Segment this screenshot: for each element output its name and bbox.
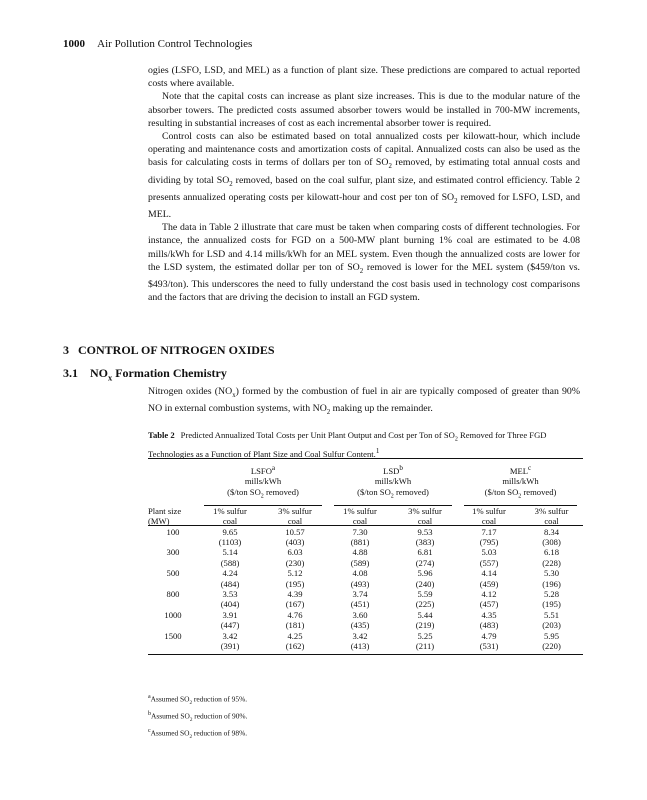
mills-kwh-cell: 4.08 [352,568,368,579]
mills-kwh-cell: 7.17 [481,526,497,537]
mills-kwh-cell: 5.96 [417,568,433,579]
book-title: Air Pollution Control Technologies [97,38,253,50]
cost-table [148,463,583,651]
cost-per-ton-cell: (413) [350,641,370,652]
table-row [148,589,583,599]
paragraph-3: Control costs can also be estimated based on total annualized costs per kilowatt-hour, which include operating and maintenance costs and amortization costs of capital. Annualized costs can also be used as the basis for calculating costs in terms of dollars per ton of $SO_2$ removed, by estimating total annual costs and dividing by total $SO_2$ removed, based on the coal sulfur, plant size, and estimated control efficiency. Table 2 presents annualized operating costs per kilowatt-hour and cost per ton of $SO_2$ removed for LSFO, LSD, and MEL. [148,131,581,220]
cost-per-ton-cell: (230) [285,557,305,568]
cost-per-ton-cell: (220) [542,641,561,652]
mills-kwh-cell: 8.34 [543,526,560,537]
mills-kwh-cell: 5.14 [222,547,238,558]
section-heading: 3 CONTROL OF NITROGEN OXIDES [63,343,275,357]
cost-per-ton-cell: (403) [285,537,305,548]
subsection-heading: 3.1 $NO_x$ Formation Chemistry [63,366,227,383]
table-row [148,579,583,589]
mills-kwh-cell: 5.51 [543,609,560,620]
cost-per-ton-cell: (181) [285,620,305,631]
cost-per-ton-cell: (228) [542,557,561,568]
cost-per-ton-cell: (404) [220,599,240,610]
cost-per-ton-cell: (308) [542,537,561,548]
mills-kwh-cell: 4.12 [481,589,497,600]
mills-kwh-cell: 3.60 [352,609,368,620]
group-lsfo: LSFO$^a$ mills/kWh ($/ton $SO_2$ removed) [198,463,328,506]
cost-per-ton-cell: (1103) [218,537,242,548]
table-row [148,620,583,630]
plant-size-cell: 1500 [164,630,182,641]
cost-per-ton-cell: (447) [220,620,240,631]
mills-kwh-cell: 6.81 [417,547,433,558]
mills-kwh-cell: 3.74 [352,589,368,600]
paragraph-4: The data in Table 2 illustrate that care must be taken when comparing costs of different technologies. For instance, the annualized costs for FGD on a 500-MW plant burning 1% coal are estimated to be 4.08 mills/kWh for LSD and 4.14 mills/kWh for an MEL system. Even though the annualized costs are lower for the LSD system, the estimated dollar per ton of $SO_2$ removed is lower for the MEL system ($459/ton vs. $493/ton). This underscores the need to fully understand the cost basis used in technology cost comparisons and the factors that are driving the decision to install an FGD system. [148,222,580,304]
mills-kwh-cell: 5.28 [543,589,560,600]
paragraph-1: ogies (LSFO, LSD, and MEL) as a function of plant size. These predictions are compared to actual reported costs where available. [148,65,580,90]
cost-per-ton-cell: (459) [479,578,499,589]
table-top-rule [148,458,583,459]
footnote-a: $^a$Assumed $SO_2$ reduction of 95%. [148,694,248,706]
cost-per-ton-cell: (274) [415,557,435,568]
cost-per-ton-cell: (589) [350,557,370,568]
cost-per-ton-cell: (162) [285,641,305,652]
cost-per-ton-cell: (795) [479,537,499,548]
mills-kwh-cell: 5.95 [543,630,560,641]
mills-kwh-cell: 9.53 [417,526,433,537]
body-text [148,64,580,304]
cost-per-ton-cell: (435) [350,620,370,631]
mills-kwh-cell: 5.30 [543,568,560,579]
running-head [63,38,252,50]
mills-kwh-cell: 5.59 [417,589,433,600]
mills-kwh-cell: 3.42 [222,630,238,641]
cost-per-ton-cell: (457) [479,599,499,610]
table-row [148,641,583,651]
mills-kwh-cell: 9.65 [222,526,238,537]
cost-per-ton-cell: (493) [350,578,370,589]
cost-per-ton-cell: (531) [479,641,499,652]
cost-per-ton-cell: (588) [220,557,240,568]
mills-kwh-cell: 5.03 [481,547,497,558]
paragraph-2: Note that the capital costs can increase as plant size increases. This is due to the modular nature of the absorber towers. The predicted costs assumed absorber towers would be installed in 700-MW increments, resulting in substantial increases of cost as each incremental absorber tower is required. [148,91,580,129]
cost-per-ton-cell: (451) [350,599,370,610]
mills-kwh-cell: 5.44 [417,609,433,620]
page-number: 1000 [63,38,85,50]
cost-per-ton-cell: (219) [415,620,435,631]
mills-kwh-cell: 4.24 [222,568,238,579]
mills-kwh-cell: 3.42 [352,630,368,641]
cost-per-ton-cell: (881) [350,537,370,548]
footnote-c: $^c$Assumed $SO_2$ reduction of 98%. [148,727,248,740]
mills-kwh-cell: 4.25 [287,630,303,641]
cost-per-ton-cell: (383) [415,537,435,548]
cost-per-ton-cell: (391) [220,641,240,652]
cost-per-ton-cell: (195) [542,599,561,610]
table-bottom-rule [148,654,583,655]
cost-per-ton-cell: (240) [415,578,435,589]
cost-per-ton-cell: (195) [285,578,305,589]
plant-size-cell: 800 [166,589,180,600]
table-row [148,527,583,537]
footnote-b: $^b$Assumed $SO_2$ reduction of 90%. [148,710,248,723]
mills-kwh-cell: 5.12 [287,568,303,579]
plant-size-cell: 100 [166,526,180,537]
table-row [148,610,583,620]
mills-kwh-cell: 6.03 [287,547,303,558]
mills-kwh-cell: 10.57 [285,526,305,537]
table-header-rule [148,525,583,526]
mills-kwh-cell: 4.88 [352,547,368,558]
cost-per-ton-cell: (167) [285,599,305,610]
table-row [148,537,583,547]
mills-kwh-cell: 5.25 [417,630,433,641]
mills-kwh-cell: 4.14 [481,568,497,579]
mills-kwh-cell: 6.18 [543,547,560,558]
nox-paragraph: Nitrogen oxides $(NO_x)$ formed by the combustion of fuel in air are typically composed of greater than 90% NO in external combustion systems, with $NO_2$ making up the remainder. [148,386,580,417]
table-row [148,547,583,557]
table-row [148,568,583,578]
cost-per-ton-cell: (196) [542,578,561,589]
mills-kwh-cell: 3.91 [222,609,238,620]
mills-kwh-cell: 4.35 [481,609,497,620]
table-row [148,599,583,609]
plant-size-cell: 300 [166,547,180,558]
group-mel: MEL$^c$ mills/kWh ($/ton $SO_2$ removed) [458,463,583,506]
cost-per-ton-cell: (211) [415,641,435,652]
cost-per-ton-cell: (225) [415,599,435,610]
table-row [148,631,583,641]
table-caption: Table 2 Predicted Annualized Total Costs per Unit Plant Output and Cost per Ton of $SO_2$ Removed for Three FGD Technologies as a Function of Plant Size and Coal Sulfur Content.$^1$ [148,430,547,460]
plant-size-cell: 500 [166,568,180,579]
mills-kwh-cell: 7.30 [352,526,368,537]
group-lsd: LSD$^b$ mills/kWh ($/ton $SO_2$ removed) [328,463,458,506]
table-row [148,558,583,568]
mills-kwh-cell: 4.39 [287,589,303,600]
mills-kwh-cell: 4.76 [287,609,303,620]
table-column-header: Plant size (MW) 1% sulfur coal 3% sulfur coal 1% sulfur coal 3% sulfur coal 1% sulfur coal 3% sulfur coal [148,505,569,527]
table-footnotes [148,692,247,743]
cost-per-ton-cell: (203) [542,620,561,631]
cost-per-ton-cell: (484) [220,578,240,589]
plant-size-cell: 1000 [164,609,182,620]
cost-per-ton-cell: (557) [479,557,499,568]
mills-kwh-cell: 4.79 [481,630,497,641]
table-group-header [148,463,583,506]
mills-kwh-cell: 3.53 [222,589,238,600]
cost-per-ton-cell: (483) [479,620,499,631]
